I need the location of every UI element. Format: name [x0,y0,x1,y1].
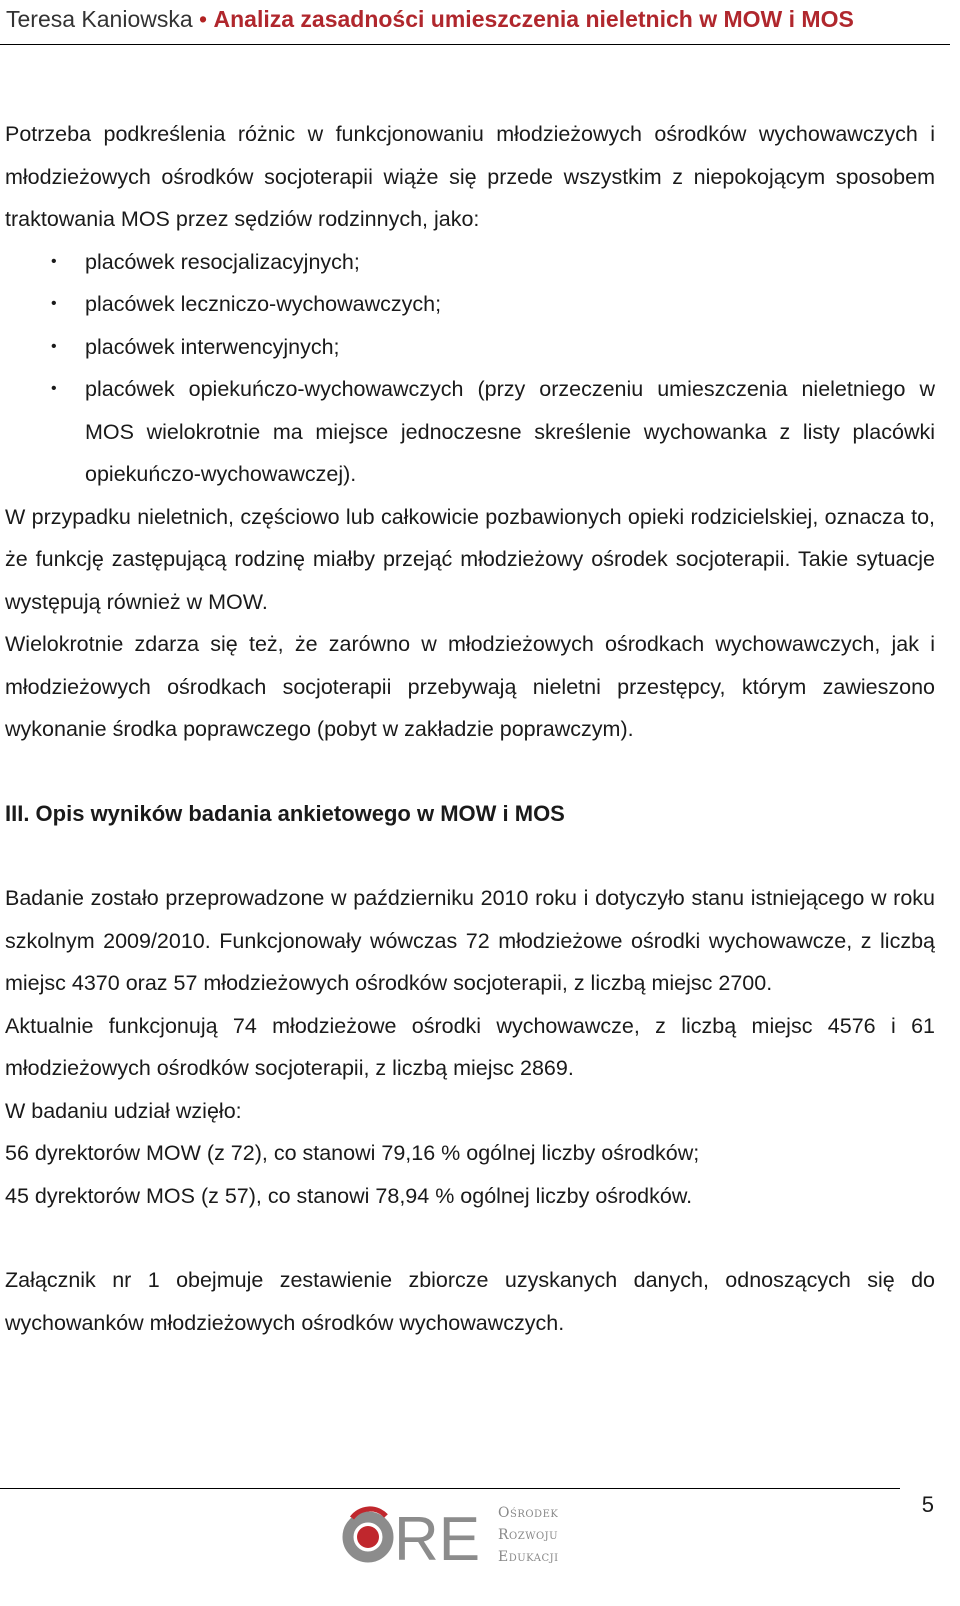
footer-divider [0,1488,900,1489]
list-item [51,326,935,369]
paragraph-intro: Potrzeba podkreślenia różnic w funkcjonowaniu młodzieżowych ośrodków wychowawczych i młodzieżowych ośrodków socjoterapii wiąże się przede wszystkim z niepokojącym sposobem traktowania MOS przez sędziów rodzinnych, jako: [5,122,935,231]
paragraph-current: Aktualnie funkcjonują 74 młodzieżowe ośrodki wychowawcze, z liczbą miejsc 4576 i 61 młodzieżowych ośrodków socjoterapii, z liczbą miejsc 2869. [5,1013,935,1080]
page-number: 5 [921,1492,934,1517]
list-item [51,241,935,284]
bullet-icon: • [51,295,57,312]
page-header [6,2,936,38]
header-title: Analiza zasadności umieszczenia nieletnich w MOW i MOS [213,6,854,32]
document-body [5,113,935,1344]
list-item [51,368,935,496]
paragraph-mow-stat: 56 dyrektorów MOW (z 72), co stanowi 79,16 % ogólnej liczby ośrodków; [5,1141,700,1165]
paragraph-offenders: Wielokrotnie zdarza się też, że zarówno w młodzieżowych ośrodkach wychowawczych, jak i młodzieżowych ośrodkach socjoterapii przebywają nieletni przestępcy, którym zawieszono wykonanie środka poprawczego (pobyt w zakładzie poprawczym). [5,632,935,741]
logo-word: Rozwoju [498,1527,559,1543]
bullet-icon: • [51,380,57,397]
list-item [51,283,935,326]
paragraph-mos-stat: 45 dyrektorów MOS (z 57), co stanowi 78,94 % ogólnej liczby ośrodków. [5,1183,693,1208]
logo-word: Edukacji [498,1549,559,1565]
paragraph-participants: W badaniu udział wzięło: [5,1098,242,1123]
logo-wordmark [498,1502,559,1568]
bullet-list [5,241,935,496]
section-heading: III. Opis wyników badania ankietowego w MOW i MOS [5,800,565,826]
header-divider [0,44,950,45]
header-author: Teresa Kaniowska [6,6,193,32]
logo-word: Ośrodek [498,1505,559,1521]
list-item-text: placówek resocjalizacyjnych; [85,249,360,274]
header-separator: • [199,6,208,32]
ore-logo [342,1500,572,1570]
paragraph-survey: Badanie zostało przeprowadzone w październiku 2010 roku i dotyczyło stanu istniejącego w roku szkolnym 2009/2010. Funkcjonowały wówczas 72 młodzieżowe ośrodki wychowawcze, z liczbą miejsc 4370 oraz 57 młodzieżowych ośrodków socjoterapii, z liczbą miejsc 2700. [5,886,935,995]
logo-letters: RE [394,1505,481,1570]
list-item-text: placówek leczniczo-wychowawczych; [85,292,442,316]
bullet-icon: • [51,337,57,355]
paragraph-guardianship: W przypadku nieletnich, częściowo lub całkowicie pozbawionych opieki rodzicielskiej, oznacza to, że funkcję zastępującą rodzinę miałby przejąć młodzieżowy ośrodek socjoterapii. Takie sytuacje występują również w MOW. [5,504,935,614]
list-item-text: placówek opiekuńczo-wychowawczych (przy orzeczeniu umieszczenia nieletniego w MOS wielokrotnie ma miejsce jednoczesne skreślenie wychowanka z listy placówki opiekuńczo-wychowawczej). [85,377,935,486]
bullet-icon: • [51,252,57,270]
paragraph-attachment: Załącznik nr 1 obejmuje zestawienie zbiorcze uzyskanych danych, odnoszących się do wychowanków młodzieżowych ośrodków wychowawczych. [5,1268,935,1335]
ore-logo-mark [342,1500,492,1570]
list-item-text: placówek interwencyjnych; [85,334,340,359]
